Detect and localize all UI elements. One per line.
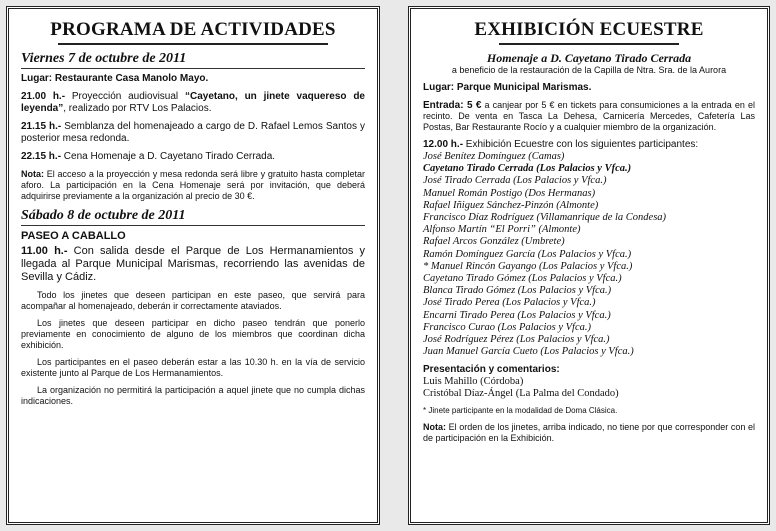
right-time-text: Exhibición Ecuestre con los siguientes participantes: [463,139,699,150]
day1-item-1-rest: , realizado por RTV Los Palacios. [63,103,212,114]
right-time: 12.00 h.- [423,139,464,150]
participant-item: Rafael Iñiguez Sánchez-Pinzón (Almonte) [423,199,599,211]
participant-item: Rafael Arcos González (Umbrete) [423,236,565,248]
left-title-rule [58,43,328,45]
day2-date-rule [21,225,365,226]
day2-paragraph-2: Los jinetes que deseen participar en dicho paseo tendrán que ponerlo previamente en conocimiento de alguno de los miembros que coordinan dicha exhibición. [21,318,365,350]
participant-item: José Benítez Domínguez (Camas) [423,151,565,162]
presenter-1: Luis Mahillo (Córdoba) [423,376,524,388]
participant-item: Alfonso Martín “El Porri” (Almonte) [423,224,581,236]
participant-item: José Tirado Cerrada (Los Palacios y Vfca.) [423,175,607,187]
left-title: PROGRAMA DE ACTIVIDADES [50,19,336,40]
right-benefit: a beneficio de la restauración de la Capilla de Ntra. Sra. de la Aurora [451,65,727,75]
day1-item-2 [21,121,365,145]
participant-item: Cayetano Tirado Cerrada (Los Palacios y Vfca.) [423,163,632,175]
participant-item: * Manuel Rincón Gayango (Los Palacios y Vfca.) [423,260,633,272]
day1-nota [21,169,365,202]
day2-time: 11.00 h.- [21,245,68,257]
day1-date: Viernes 7 de octubre de 2011 [21,51,187,66]
right-title: EXHIBICIÓN ECUESTRE [474,19,704,40]
day1-nota-label: Nota: [21,169,44,179]
right-entrada-label: Entrada: 5 € [423,100,482,111]
participant-item: José Tirado Perea (Los Palacios y Vfca.) [423,297,596,309]
right-nota [423,422,755,444]
participant-list [423,151,755,358]
presentacion-label: Presentación y comentarios: [423,364,560,376]
day1-item-2-time: 21.15 h.- [21,121,62,132]
day2-date: Sábado 8 de octubre de 2011 [21,208,186,223]
day1-item-3-text: Cena Homenaje a D. Cayetano Tirado Cerrada. [61,151,276,162]
day1-item-3-time: 22.15 h.- [21,151,62,162]
day2-main-text: Con salida desde el Parque de Los Hermanamientos y llegada al Parque Municipal Marismas, recorriendo las avenidas de Sevilla y Cádiz. [21,245,366,283]
right-panel [408,6,770,525]
day1-nota-text: El acceso a la proyección y mesa redonda será libre y gratuito hasta completar aforo. La participación en la Cena Homenaje será por invitación, que deberá adquirirse previamente a la organización al precio de 30 €. [21,169,365,201]
day2-paragraph-4: La organización no permitirá la participación a aquel jinete que no cumpla dichas indicaciones. [21,385,365,406]
day1-item-3 [21,151,365,163]
day1-item-1 [21,91,365,115]
day2-paragraph-3: Los participantes en el paseo deberán estar a las 10.30 h. en la vía de servicio existente junto al Parque de Los Hermanamientos. [21,357,365,378]
participant-item: Blanca Tirado Gómez (Los Palacios y Vfca.) [423,285,612,297]
right-nota-label: Nota: [423,422,446,433]
presenter-2: Cristóbal Díaz-Ángel (La Palma del Condado) [423,388,619,400]
left-panel [6,6,380,525]
right-lugar: Lugar: Parque Municipal Marismas. [423,82,592,93]
participant-item: José Rodríguez Pérez (Los Palacios y Vfca.) [423,334,610,346]
participant-item: Cayetano Tirado Gómez (Los Palacios y Vfca.) [423,273,622,285]
day1-lugar: Lugar: Restaurante Casa Manolo Mayo. [21,73,209,84]
right-nota-text: El orden de los jinetes, arriba indicado, no tiene por que corresponder con el de participación en la Exhibición. [423,422,755,444]
day2-paragraph-1: Todo los jinetes que deseen participan en este paseo, que servirá para acompañar al homenajeado, deberán ir correctamente ataviados. [21,290,365,311]
participant-item: Juan Manuel García Cueto (Los Palacios y Vfca.) [423,346,634,358]
day1-item-1-time: 21.00 h.- [21,91,66,102]
day1-item-2-text: Semblanza del homenajeado a cargo de D. Rafael Lemos Santos y posterior mesa redonda. [21,121,365,144]
right-entrada-text: a canjear por 5 € en tickets para consumiciones a la entrada en el recinto. De venta en Tasca La Dehesa, Carnicería Mercedes, Cafetería Las Postas, Bar Restaurante Rocío y a cualquier miembro de la organización. [423,100,755,132]
right-time-line [423,139,755,151]
day2-main [21,245,365,284]
day2-heading: PASEO A CABALLO [21,230,126,242]
right-title-rule [499,43,679,45]
participant-item: Francisco Curao (Los Palacios y Vfca.) [423,321,591,333]
right-subtitle: Homenaje a D. Cayetano Tirado Cerrada [486,51,692,65]
participant-item: Ramón Domínguez García (Los Palacios y Vfca.) [423,248,632,260]
right-entrada [423,100,755,133]
footnote: * Jinete participante en la modalidad de Doma Clásica. [423,406,618,416]
day1-date-rule [21,68,365,69]
day1-item-1-text: Proyección audiovisual [65,91,185,102]
day1-item-1-highlight: “Cayetano, un jinete vaquereso de leyenda” [21,91,365,114]
participant-item: Francisco Díaz Rodríguez (Villamanrique de la Condesa) [423,212,667,224]
participant-item: Encarni Tirado Perea (Los Palacios y Vfca.) [423,309,611,321]
participant-item: Manuel Román Postigo (Dos Hermanas) [423,187,596,199]
